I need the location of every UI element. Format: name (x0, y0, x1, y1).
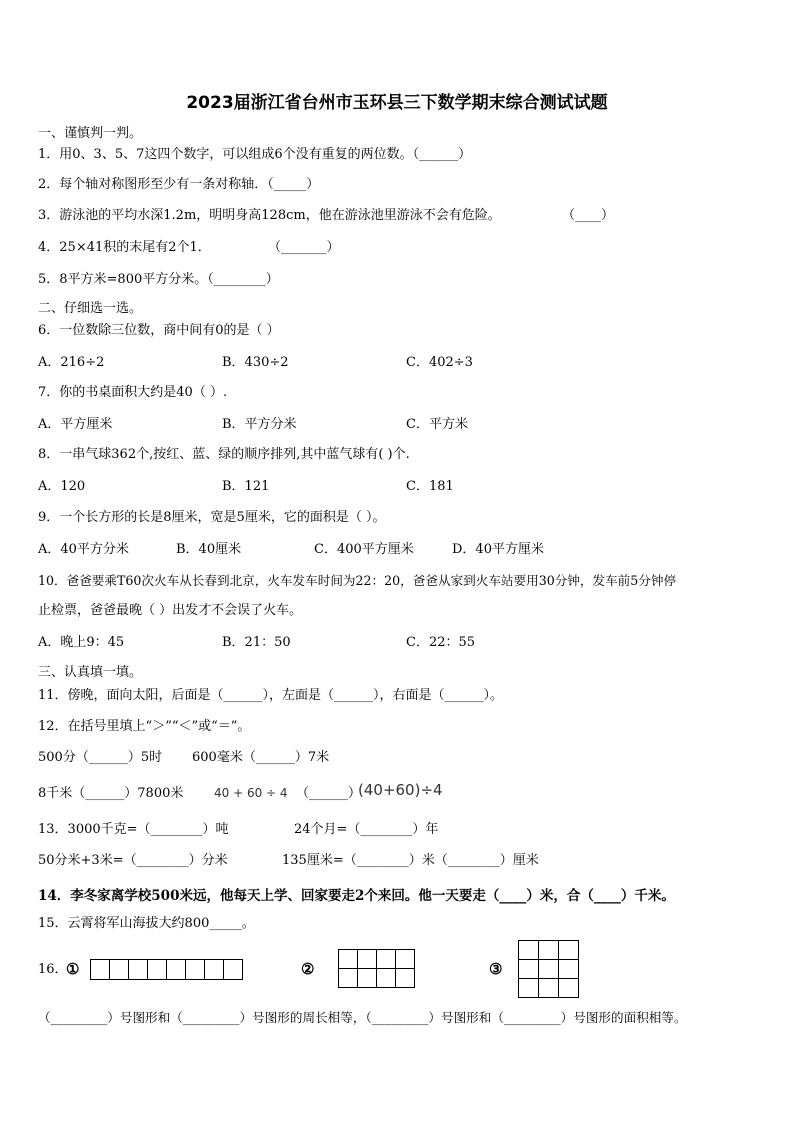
q9-option-d: D．40平方厘米 (452, 542, 544, 557)
figure-3-marker: ③ (489, 960, 503, 978)
question-10-line-2: 止检票，爸爸最晚（ ）出发才不会误了火车。 (38, 603, 303, 618)
q8-option-a: A．120 (38, 479, 86, 494)
q13-item-2: 24个月=（________）年 (294, 822, 439, 837)
question-3-blank: （____） (562, 208, 615, 223)
q6-option-a: A．216÷2 (38, 355, 105, 370)
question-14: 14．李冬家离学校500米远，他每天上学、回家要走2个来回。他一天要走（____）米，合（____）千米。 (38, 888, 675, 904)
q8-option-c: C．181 (406, 479, 454, 494)
question-4: 4．25×41积的末尾有2个1． (38, 240, 211, 255)
q9-option-c: C．400平方厘米 (314, 542, 414, 557)
question-7: 7．你的书桌面积大约是40（ ）. (38, 385, 228, 400)
question-10-line-1: 10．爸爸要乘T60次火车从长春到北京，火车发车时间为22：20，爸爸从家到火车站要用30分钟，发车前5分钟停 (38, 573, 677, 588)
q13-item-4: 135厘米=（________）米（________）厘米 (282, 853, 539, 868)
section-2-heading: 二、仔细选一选。 (38, 301, 143, 316)
q12-item-2: 600毫米（______）7米 (192, 750, 330, 765)
question-2: 2．每个轴对称图形至少有一条对称轴．（_____） (38, 177, 320, 192)
q13-item-3: 50分米+3米=（________）分米 (38, 853, 228, 868)
question-1: 1．用0、3、5、7这四个数字，可以组成6个没有重复的两位数。（______） (38, 147, 472, 162)
q6-option-c: C．402÷3 (406, 355, 473, 370)
question-11: 11．傍晚，面向太阳，后面是（______），左面是（______），右面是（______）。 (38, 688, 504, 703)
figure-1-marker: ① (66, 960, 80, 978)
section-3-heading: 三、认真填一填。 (38, 665, 143, 680)
question-15: 15．云霄将军山海拔大约800_____。 (38, 916, 255, 931)
q6-option-b: B．430÷2 (222, 355, 289, 370)
page-title: 2023届浙江省台州市玉环县三下数学期末综合测试试题 (186, 93, 608, 113)
q9-option-b: B．40厘米 (176, 542, 242, 557)
q7-option-b: B．平方分米 (222, 417, 297, 432)
question-12: 12．在括号里填上“＞”“＜”或“＝”。 (38, 719, 251, 734)
figure-3-grid (518, 940, 579, 998)
section-1-heading: 一、谨慎判一判。 (38, 126, 143, 141)
figure-1-grid (90, 959, 243, 980)
q10-option-a: A．晚上9：45 (38, 635, 125, 650)
q9-option-a: A．40平方分米 (38, 542, 129, 557)
q10-option-c: C．22：55 (406, 635, 476, 650)
question-16-label: 16． (38, 962, 68, 977)
q12-expression-right: (40+60)÷4 (358, 781, 443, 799)
question-6: 6．一位数除三位数，商中间有0的是（ ） (38, 323, 280, 338)
question-3: 3．游泳池的平均水深1.2m，明明身高128cm，他在游泳池里游泳不会有危险。 (38, 208, 501, 223)
q7-option-c: C．平方米 (406, 417, 468, 432)
figure-2-grid (338, 949, 415, 988)
question-9: 9．一个长方形的长是8厘米，宽是5厘米，它的面积是（ ）。 (38, 510, 386, 525)
question-8: 8．一串气球362个,按红、蓝、绿的顺序排列,其中蓝气球有( )个. (38, 447, 410, 462)
q7-option-a: A．平方厘米 (38, 417, 113, 432)
question-4-blank: （_______） (268, 240, 340, 255)
q12-item-3: 8千米（______）7800米 (38, 786, 184, 801)
q13-item-1: 13．3000千克=（________）吨 (38, 822, 229, 837)
q10-option-b: B．21：50 (222, 635, 291, 650)
question-16-text: （_________）号图形和（_________）号图形的周长相等，（_________）号图形和（_________）号图形的面积相等。 (38, 1010, 687, 1025)
q12-compare-blank: （______） (296, 786, 362, 801)
figure-2-marker: ② (301, 960, 315, 978)
q8-option-b: B．121 (222, 479, 270, 494)
question-5: 5．8平方米=800平方分米。（________） (38, 272, 279, 287)
q12-item-1: 500分（______）5时 (38, 750, 163, 765)
q12-expression-left: 40 + 60 ÷ 4 (214, 786, 288, 800)
